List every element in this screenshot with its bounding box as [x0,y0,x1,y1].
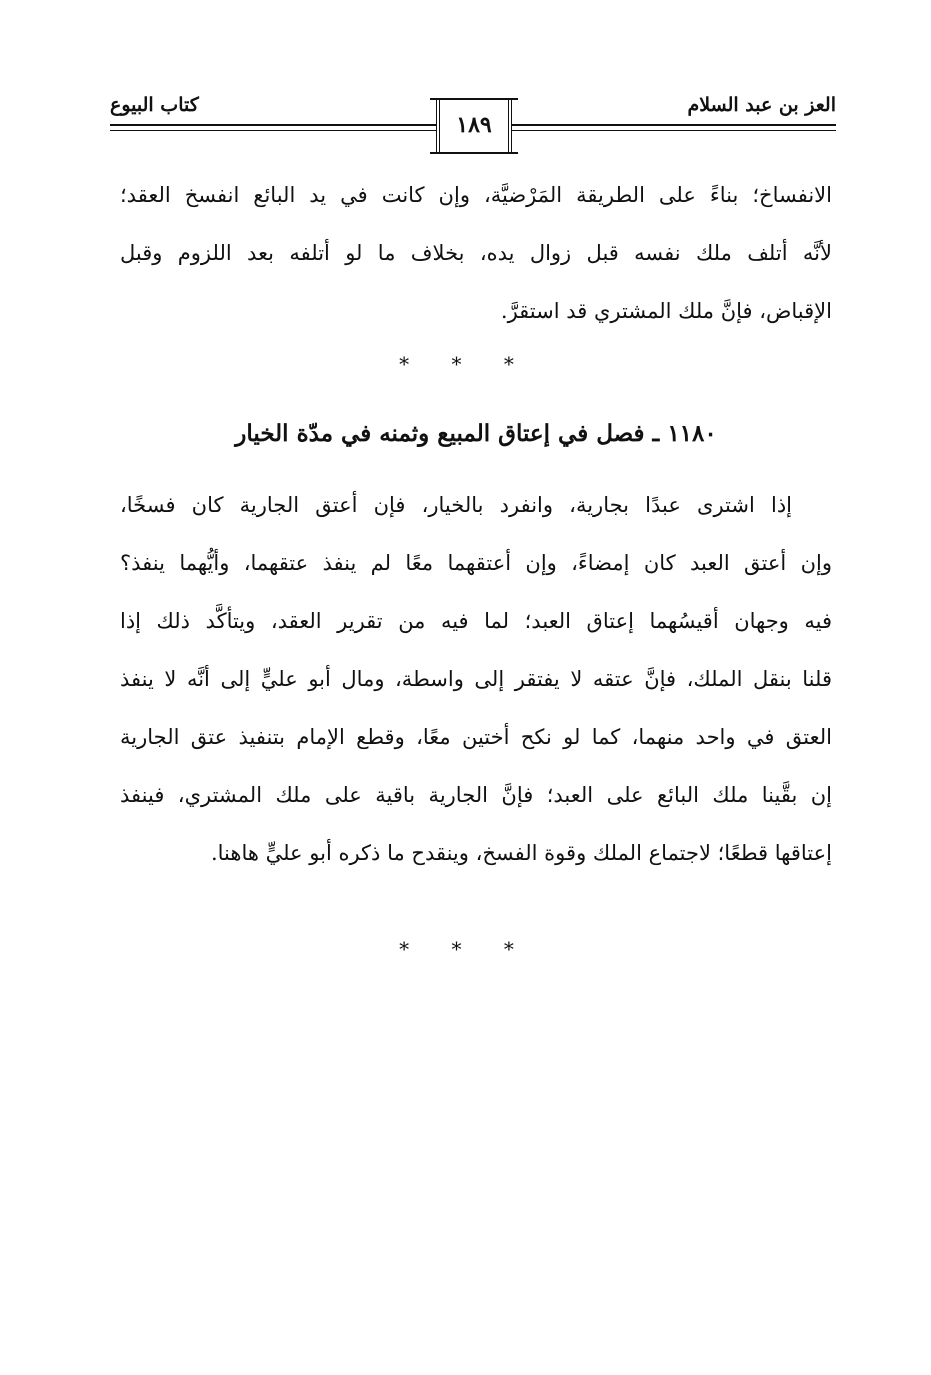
page-number: ١٨٩ [456,112,492,138]
paragraph-line: وإن أعتق العبد كان إمضاءً، وإن أعتقهما معًا لم ينفذ عتقهما، وأيُّهما ينفذ؟ [120,551,832,575]
paragraph-line: فيه وجهان أقيسُهما إعتاق العبد؛ لما فيه من تقرير العقد، ويتأكَّد ذلك إذا [120,609,832,633]
page-number-frame [436,100,512,152]
paragraph-line: إن بقَّينا ملك البائع على العبد؛ فإنَّ الجارية باقية على ملك المشتري، فينفذ [120,783,832,807]
paragraph-line: إعتاقها قطعًا؛ لاجتماع الملك وقوة الفسخ، وينقدح ما ذكره أبو عليٍّ هاهنا. [210,841,832,865]
paragraph-line: قلنا بنقل الملك، فإنَّ عتقه لا يفتقر إلى واسطة، ومال أبو عليٍّ إلى أنَّه لا ينفذ [120,667,832,691]
section-separator: * * * [399,352,532,376]
section-separator: * * * [399,937,532,961]
book-running-head: كتاب البيوع [110,94,199,116]
paragraph-line: لأنَّه أتلف ملك نفسه قبل زوال يده، بخلاف ما لو أتلفه بعد اللزوم وقبل [120,241,832,265]
paragraph-section [120,476,832,882]
paragraph-line: العتق في واحد منهما، كما لو نكح أختين معًا، وقطع الإمام بتنفيذ عتق الجارية [120,725,832,749]
section-heading: ١١٨٠ ـ فصل في إعتاق المبيع وثمنه في مدّة الخيار [235,420,717,447]
paragraph-line: إذا اشترى عبدًا بجارية، وانفرد بالخيار، فإن أعتق الجارية كان فسخًا، [120,493,792,517]
paragraph-line: الانفساخ؛ بناءً على الطريقة المَرْضيَّة، وإن كانت في يد البائع انفسخ العقد؛ [120,183,832,207]
paragraph-continued [120,166,832,340]
paragraph-line: الإقباض، فإنَّ ملك المشتري قد استقرَّ. [500,299,832,323]
page-header [110,86,836,156]
author-running-head: العز بن عبد السلام [687,94,836,116]
